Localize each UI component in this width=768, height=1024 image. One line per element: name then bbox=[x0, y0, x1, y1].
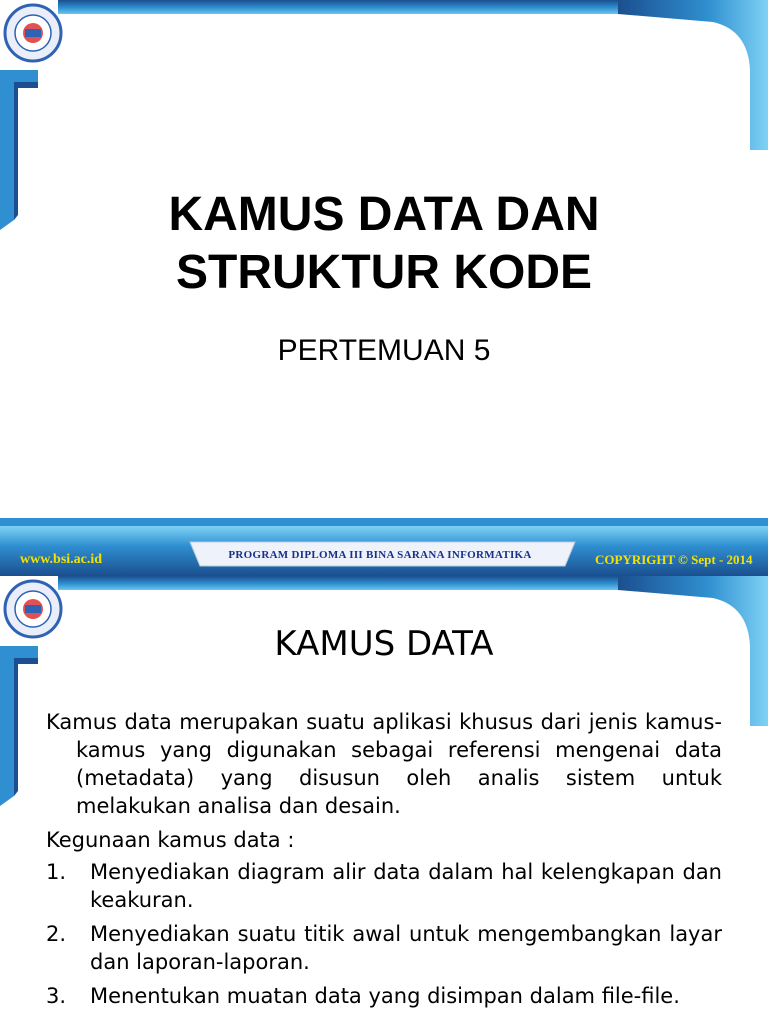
list-number: 3. bbox=[46, 984, 67, 1008]
list-item bbox=[46, 920, 722, 976]
title-line-1: KAMUS DATA DAN bbox=[168, 188, 600, 241]
bsi-logo-icon bbox=[3, 3, 63, 63]
slide-subtitle: PERTEMUAN 5 bbox=[277, 334, 491, 367]
content-slide bbox=[0, 576, 768, 1024]
left-frame-bar bbox=[0, 646, 40, 806]
slide-title: KAMUS DATA bbox=[274, 624, 494, 664]
title-line-2: STRUKTUR KODE bbox=[176, 246, 592, 299]
list-number: 1. bbox=[46, 860, 67, 884]
footer-copyright: COPYRIGHT © Sept - 2014 bbox=[595, 552, 753, 567]
uses-heading: Kegunaan kamus data : bbox=[46, 828, 295, 852]
definition-paragraph: Kamus data merupakan suatu aplikasi khusus dari jenis kamus-kamus yang digunakan sebagai referensi mengenai data (metadata) yang disusun oleh analis sistem untuk melakukan analisa dan desain. bbox=[46, 710, 722, 818]
slide-title bbox=[0, 186, 768, 302]
list-text: Menyediakan suatu titik awal untuk mengembangkan layar dan laporan-laporan. bbox=[90, 922, 722, 974]
right-frame-curl bbox=[618, 0, 768, 150]
list-item bbox=[46, 858, 722, 914]
uses-list bbox=[46, 858, 722, 1010]
list-item bbox=[46, 982, 722, 1010]
list-number: 2. bbox=[46, 922, 67, 946]
list-text: Menentukan muatan data yang disimpan dalam file-file. bbox=[90, 984, 680, 1008]
footer-program: PROGRAM DIPLOMA III BINA SARANA INFORMATIKA bbox=[228, 549, 532, 561]
list-text: Menyediakan diagram alir data dalam hal kelengkapan dan keakuran. bbox=[90, 860, 722, 912]
slide-body bbox=[46, 708, 722, 1016]
footer-website: www.bsi.ac.id bbox=[20, 552, 103, 567]
